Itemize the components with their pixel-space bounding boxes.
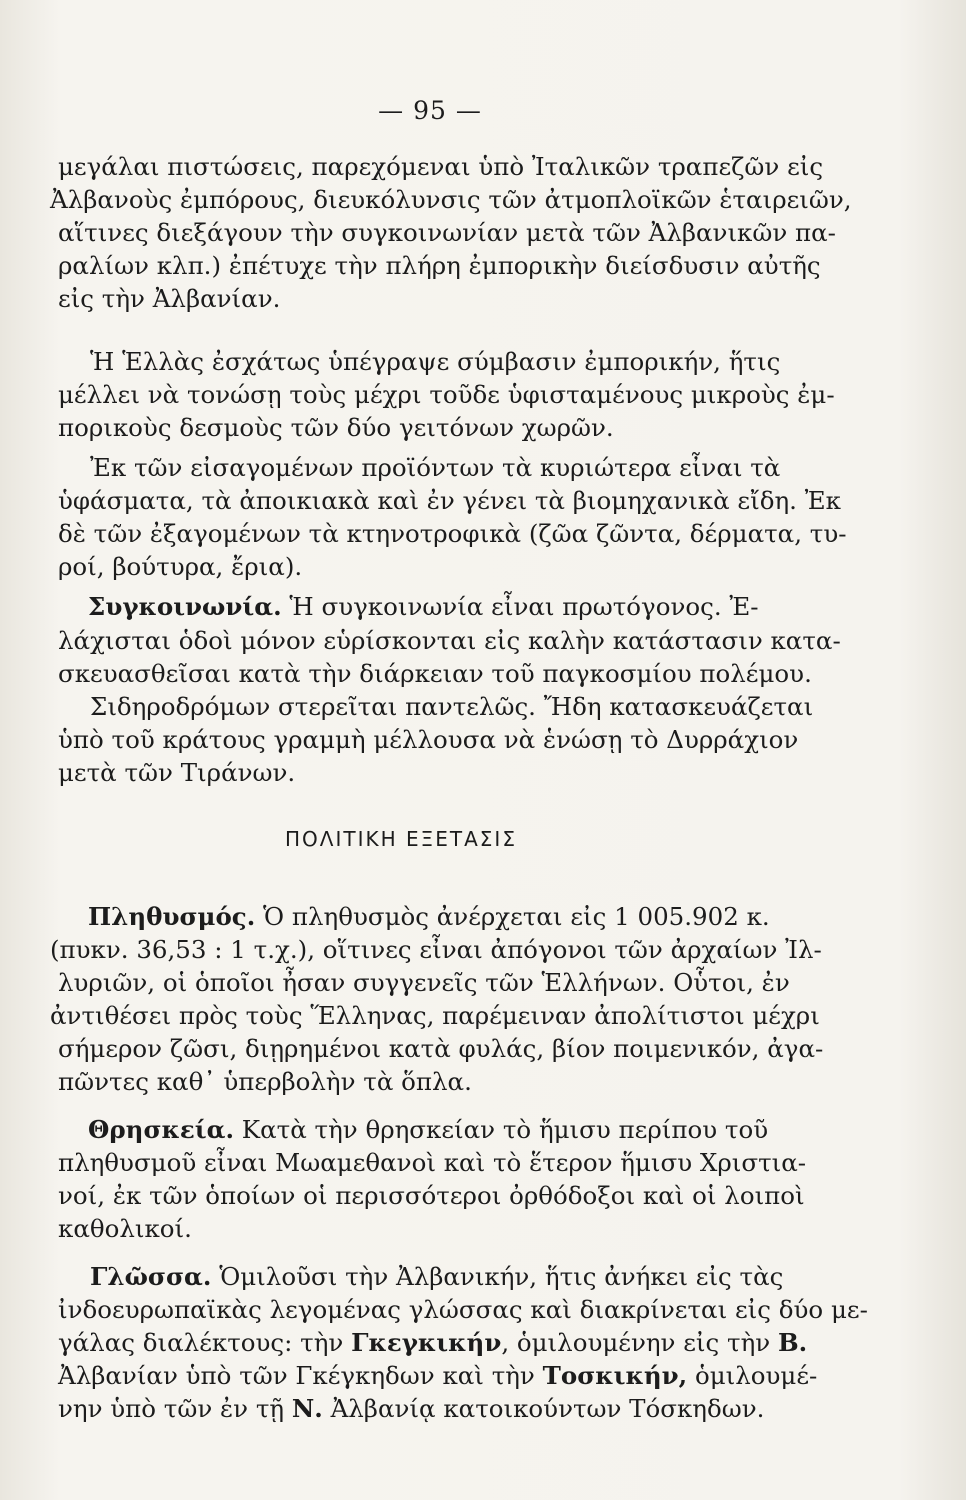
bold-term: Γκεγκικήν xyxy=(351,1328,502,1357)
page-number: — 95 — xyxy=(378,96,482,125)
text-run: γάλας διαλέκτους: τὴν xyxy=(58,1328,352,1357)
text-line xyxy=(58,657,838,691)
text-run: Ἀλβανοὺς ἐμπόρους, διευκόλυνσις τῶν ἀτμοπλοϊκῶν ἑταιρειῶν, xyxy=(50,185,852,214)
text-run: αἵτινες διεξάγουν τὴν συγκοινωνίαν μετὰ τῶν Ἀλβανικῶν πα- xyxy=(58,218,836,247)
text-line xyxy=(58,723,838,757)
text-run: Σιδηροδρόμων στερεῖται παντελῶς. Ἤδη κατασκευάζεται xyxy=(90,692,814,721)
text-run: ἰνδοευρωπαϊκὰς λεγομένας γλώσσας καὶ διακρίνεται εἰς δύο με- xyxy=(58,1295,868,1324)
text-line xyxy=(58,1065,838,1099)
text-line xyxy=(90,451,870,485)
text-run: ἀντιθέσει πρὸς τοὺς Ἕλληνας, παρέμειναν ἀπολίτιστοι μέχρι xyxy=(50,1001,820,1030)
text-run: Κατὰ τὴν θρησκείαν τὸ ἥμισυ περίπου τοῦ xyxy=(234,1115,769,1144)
text-run: σκευασθεῖσαι κατὰ τὴν διάρκειαν τοῦ παγκοσμίου πολέμου. xyxy=(58,659,812,688)
text-line xyxy=(88,1113,868,1147)
text-line xyxy=(58,550,838,584)
text-run: Ἐκ τῶν εἰσαγομένων προϊόντων τὰ κυριώτερα εἶναι τὰ xyxy=(90,453,781,482)
text-run: ὑπὸ τοῦ κράτους γραμμὴ μέλλουσα νὰ ἑνώσῃ τὸ Δυρράχιον xyxy=(58,725,799,754)
text-line xyxy=(58,216,838,250)
text-run: νην ὑπὸ τῶν ἐν τῇ xyxy=(58,1394,292,1423)
text-run: εἰς τὴν Ἀλβανίαν. xyxy=(58,284,281,313)
text-line xyxy=(58,1326,838,1360)
text-run: σήμερον ζῶσι, διῃρημένοι κατὰ φυλάς, βίον ποιμενικόν, ἀγα- xyxy=(58,1034,824,1063)
text-run: , ὁμιλουμένην εἰς τὴν xyxy=(501,1328,778,1357)
bold-term: Γλῶσσα. xyxy=(90,1262,212,1291)
text-run: ραλίων κλπ.) ἐπέτυχε τὴν πλήρη ἐμπορικὴν διείσδυσιν αὐτῆς xyxy=(58,251,821,280)
text-run: Ἀλβανίᾳ κατοικούντων Τόσκηδων. xyxy=(322,1394,765,1423)
text-line xyxy=(88,900,868,934)
text-line xyxy=(58,1146,838,1180)
text-run: πληθυσμοῦ εἶναι Μωαμεθανοὶ καὶ τὸ ἕτερον ἥμισυ Χριστια- xyxy=(58,1148,807,1177)
text-run: πορικοὺς δεσμοὺς τῶν δύο γειτόνων χωρῶν. xyxy=(58,413,614,442)
text-line xyxy=(90,1260,870,1294)
text-line xyxy=(58,966,838,1000)
text-line xyxy=(58,1032,838,1066)
text-line xyxy=(58,1179,838,1213)
text-line xyxy=(58,150,838,184)
text-run: μέλλει νὰ τονώσῃ τοὺς μέχρι τοῦδε ὑφισταμένους μικροὺς ἐμ- xyxy=(58,380,835,409)
text-run: ὑφάσματα, τὰ ἀποικιακὰ καὶ ἐν γένει τὰ βιομηχανικὰ εἴδη. Ἐκ xyxy=(58,486,841,515)
text-line xyxy=(50,999,830,1033)
text-run: ὁμιλουμέ- xyxy=(687,1361,818,1390)
text-line xyxy=(58,484,841,518)
bold-term: Τοσκικήν, xyxy=(542,1361,688,1390)
bold-term: Ν. xyxy=(291,1394,323,1423)
text-line xyxy=(58,756,838,790)
bold-term: Πληθυσμός. xyxy=(88,902,256,931)
text-line xyxy=(50,183,852,217)
text-run: (πυκν. 36,53 : 1 τ.χ.), οἵτινες εἶναι ἀπόγονοι τῶν ἀρχαίων Ἰλ- xyxy=(50,935,822,964)
text-line xyxy=(58,282,838,316)
text-line xyxy=(58,1392,838,1426)
text-run: ροί, βούτυρα, ἔρια). xyxy=(58,552,303,581)
text-line xyxy=(58,1359,838,1393)
bold-term: Θρησκεία. xyxy=(88,1115,235,1144)
text-run: Ἀλβανίαν ὑπὸ τῶν Γκέγκηδων καὶ τὴν xyxy=(58,1361,543,1390)
text-line xyxy=(88,590,868,624)
text-line xyxy=(58,624,841,658)
text-line xyxy=(58,1293,868,1327)
text-run: Ὁμιλοῦσι τὴν Ἀλβανικήν, ἥτις ἀνήκει εἰς τὰς xyxy=(211,1262,784,1291)
text-run: μεγάλαι πιστώσεις, παρεχόμεναι ὑπὸ Ἰταλικῶν τραπεζῶν εἰς xyxy=(58,152,824,181)
text-run: Ἡ Ἑλλὰς ἐσχάτως ὑπέγραψε σύμβασιν ἐμπορικήν, ἥτις xyxy=(90,347,781,376)
text-run: μετὰ τῶν Τιράνων. xyxy=(58,758,296,787)
text-line xyxy=(58,411,838,445)
text-line xyxy=(90,345,870,379)
text-line xyxy=(50,933,830,967)
section-heading: ΠΟΛΙΤΙΚΗ ΕΞΕΤΑΣΙΣ xyxy=(285,827,517,851)
text-run: πῶντες καθ᾽ ὑπερβολὴν τὰ ὅπλα. xyxy=(58,1067,472,1096)
text-run: λυριῶν, οἱ ὁποῖοι ἦσαν συγγενεῖς τῶν Ἑλλήνων. Οὗτοι, ἐν xyxy=(58,968,790,997)
text-run: Ὁ πληθυσμὸς ἀνέρχεται εἰς 1 005.902 κ. xyxy=(255,902,770,931)
bold-term: Συγκοινωνία. xyxy=(88,592,282,621)
text-line xyxy=(90,690,870,724)
text-run: Ἡ συγκοινωνία εἶναι πρωτόγονος. Ἐ- xyxy=(281,592,759,621)
text-run: λάχισται ὁδοὶ μόνον εὑρίσκονται εἰς καλὴν κατάστασιν κατα- xyxy=(58,626,841,655)
text-line xyxy=(58,1212,838,1246)
text-run: νοί, ἐκ τῶν ὁποίων οἱ περισσότεροι ὀρθόδοξοι καὶ οἱ λοιποὶ xyxy=(58,1181,805,1210)
text-run: καθολικοί. xyxy=(58,1214,192,1243)
bold-term: Β. xyxy=(777,1328,808,1357)
text-line xyxy=(58,517,847,551)
text-line xyxy=(58,378,838,412)
text-run: δὲ τῶν ἐξαγομένων τὰ κτηνοτροφικὰ (ζῶα ζῶντα, δέρματα, τυ- xyxy=(58,519,847,548)
text-line xyxy=(58,249,838,283)
